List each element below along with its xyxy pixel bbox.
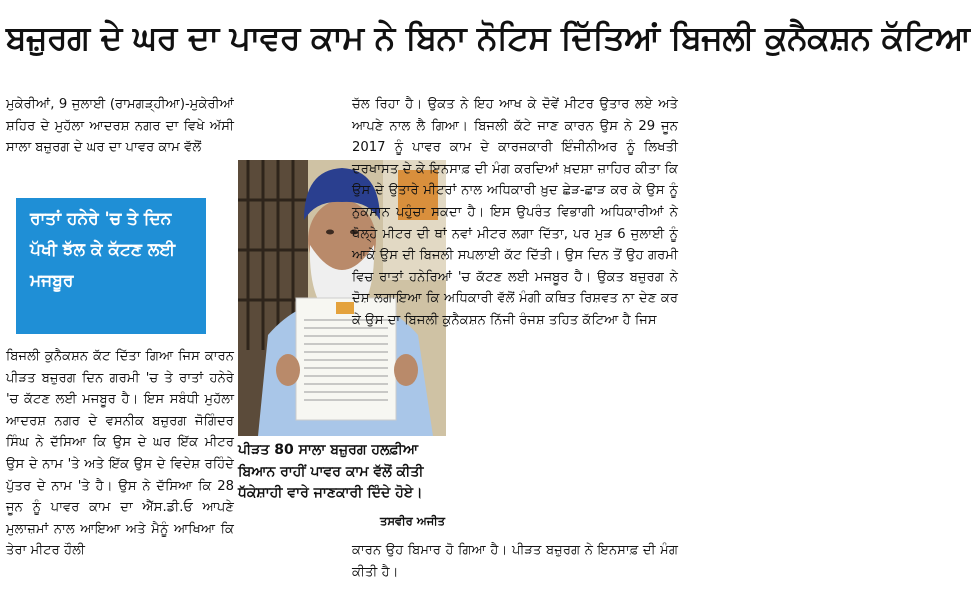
article-column-2-bottom: [352, 540, 678, 583]
article-paragraph: ਬਿਜਲੀ ਕੁਨੈਕਸ਼ਨ ਕੱਟ ਦਿੱਤਾ ਗਿਆ ਜਿਸ ਕਾਰਨ ਪੀੜਤ ਬਜ਼ੁਰਗ ਦਿਨ ਗਰਮੀ 'ਚ ਤੇ ਰਾਤਾਂ ਹਨੇਰੇ 'ਚ ਕੱਟਣ ਲਈ ਮਜਬੂਰ ਹੈ। ਇਸ ਸਬੰਧੀ ਮੁਹੱਲਾ ਆਦਰਸ਼ ਨਗਰ ਦੇ ਵਸਨੀਕ ਬਜ਼ੁਰਗ ਜੋਗਿੰਦਰ ਸਿੰਘ ਨੇ ਦੱਸਿਆ ਕਿ ਉਸ ਦੇ ਘਰ ਇੱਕ ਮੀਟਰ ਉਸ ਦੇ ਨਾਮ 'ਤੇ ਅਤੇ ਇੱਕ ਉਸ ਦੇ ਵਿਦੇਸ਼ ਰਹਿੰਦੇ ਪੁੱਤਰ ਦੇ ਨਾਮ 'ਤੇ ਹੈ। ਉਸ ਨੇ ਦੱਸਿਆ ਕਿ 28 ਜੂਨ ਨੂੰ ਪਾਵਰ ਕਾਮ ਦਾ ਐੱਸ.ਡੀ.ਓ ਆਪਣੇ ਮੁਲਾਜ਼ਮਾਂ ਨਾਲ ਆਇਆ ਅਤੇ ਮੈਨੂੰ ਆਖਿਆ ਕਿ ਤੇਰਾ ਮੀਟਰ ਹੌਲੀ: [6, 349, 234, 559]
article-column-1-top: [6, 94, 234, 159]
article-column-2-top: [352, 94, 678, 332]
photo-caption: ਪੀੜਤ 80 ਸਾਲਾ ਬਜ਼ੁਰਗ ਹਲਫ਼ੀਆ ਬਿਆਨ ਰਾਹੀਂ ਪਾਵਰ ਕਾਮ ਵੱਲੋਂ ਕੀਤੀ ਧੱਕੇਸ਼ਾਹੀ ਵਾਰੇ ਜਾਣਕਾਰੀ ਦਿੰਦੇ ਹੋਏ।: [238, 442, 424, 501]
headline: ਬਜ਼ੁਰਗ ਦੇ ਘਰ ਦਾ ਪਾਵਰ ਕਾਮ ਨੇ ਬਿਨਾ ਨੋਟਿਸ ਦਿੱਤਿਆਂ ਬਿਜਲੀ ਕੁਨੈਕਸ਼ਨ ਕੱਟਿਆ: [6, 18, 971, 57]
photo-credit: ਤਸਵੀਰ ਅਜੀਤ: [380, 514, 446, 528]
article-paragraph: ਕਾਰਨ ਉਹ ਬਿਮਾਰ ਹੋ ਗਿਆ ਹੈ। ਪੀੜਤ ਬਜ਼ੁਰਗ ਨੇ ਇਨਸਾਫ਼ ਦੀ ਮੰਗ ਕੀਤੀ ਹੈ।: [352, 543, 678, 580]
pull-quote-box: [16, 198, 206, 334]
article-paragraph: ਮੁਕੇਰੀਆਂ, 9 ਜੁਲਾਈ (ਰਾਮਗੜ੍ਹੀਆ)-ਮੁਕੇਰੀਆਂ ਸ਼ਹਿਰ ਦੇ ਮੁਹੱਲਾ ਆਦਰਸ਼ ਨਗਰ ਦਾ ਵਿਖੇ ਅੱਸੀ ਸਾਲਾ ਬਜ਼ੁਰਗ ਦੇ ਘਰ ਦਾ ਪਾਵਰ ਕਾਮ ਵੱਲੋਂ: [6, 97, 234, 156]
pull-quote-text: ਰਾਤਾਂ ਹਨੇਰੇ 'ਚ ਤੇ ਦਿਨ ਪੱਖੀ ਝੱਲ ਕੇ ਕੱਟਣ ਲਈ ਮਜਬੂਰ: [30, 209, 176, 291]
article-paragraph: ਚੱਲ ਰਿਹਾ ਹੈ। ਉਕਤ ਨੇ ਇਹ ਆਖ ਕੇ ਦੋਵੇਂ ਮੀਟਰ ਉਤਾਰ ਲਏ ਅਤੇ ਆਪਣੇ ਨਾਲ ਲੈ ਗਿਆ। ਬਿਜਲੀ ਕੱਟੇ ਜਾਣ ਕਾਰਨ ਉਸ ਨੇ 29 ਜੂਨ 2017 ਨੂੰ ਪਾਵਰ ਕਾਮ ਦੇ ਕਾਰਜਕਾਰੀ ਇੰਜੀਨੀਅਰ ਨੂੰ ਲਿਖਤੀ ਦਰਖਾਸਤ ਦੇ ਕੇ ਇਨਸਾਫ਼ ਦੀ ਮੰਗ ਕਰਦਿਆਂ ਖ਼ਦਸ਼ਾ ਜ਼ਾਹਿਰ ਕੀਤਾ ਕਿ ਉਸ ਦੇ ਉਤਾਰੇ ਮੀਟਰਾਂ ਨਾਲ ਅਧਿਕਾਰੀ ਖ਼ੁਦ ਛੇੜ-ਛਾੜ ਕਰ ਕੇ ਉਸ ਨੂੰ ਨੁਕਸਾਨ ਪਹੁੰਚਾ ਸਕਦਾ ਹੈ। ਇਸ ਉਪਰੰਤ ਵਿਭਾਗੀ ਅਧਿਕਾਰੀਆਂ ਨੇ ਖੋਲ੍ਹੇ ਮੀਟਰ ਦੀ ਥਾਂ ਨਵਾਂ ਮੀਟਰ ਲਗਾ ਦਿੱਤਾ, ਪਰ ਮੁੜ 6 ਜੁਲਾਈ ਨੂੰ ਆਕੇ ਉਸ ਦੀ ਬਿਜਲੀ ਸਪਲਾਈ ਕੱਟ ਦਿੱਤੀ। ਉਸ ਦਿਨ ਤੋਂ ਉਹ ਗਰਮੀ ਵਿਚ ਰਾਤਾਂ ਹਨੇਰਿਆਂ 'ਚ ਕੱਟਣ ਲਈ ਮਜਬੂਰ ਹੈ। ਉਕਤ ਬਜ਼ੁਰਗ ਨੇ ਦੋਸ਼ ਲਗਾਇਆ ਕਿ ਅਧਿਕਾਰੀ ਵੱਲੋਂ ਮੰਗੀ ਕਥਿਤ ਰਿਸ਼ਵਤ ਨਾ ਦੇਣ ਕਰ ਕੇ ਉਸ ਦਾ ਬਿਜਲੀ ਕੁਨੈਕਸ਼ਨ ਨਿੱਜੀ ਰੰਜਸ਼ ਤਹਿਤ ਕੱਟਿਆ ਹੈ ਜਿਸ: [352, 97, 678, 328]
article-column-1-bottom: [6, 346, 234, 562]
